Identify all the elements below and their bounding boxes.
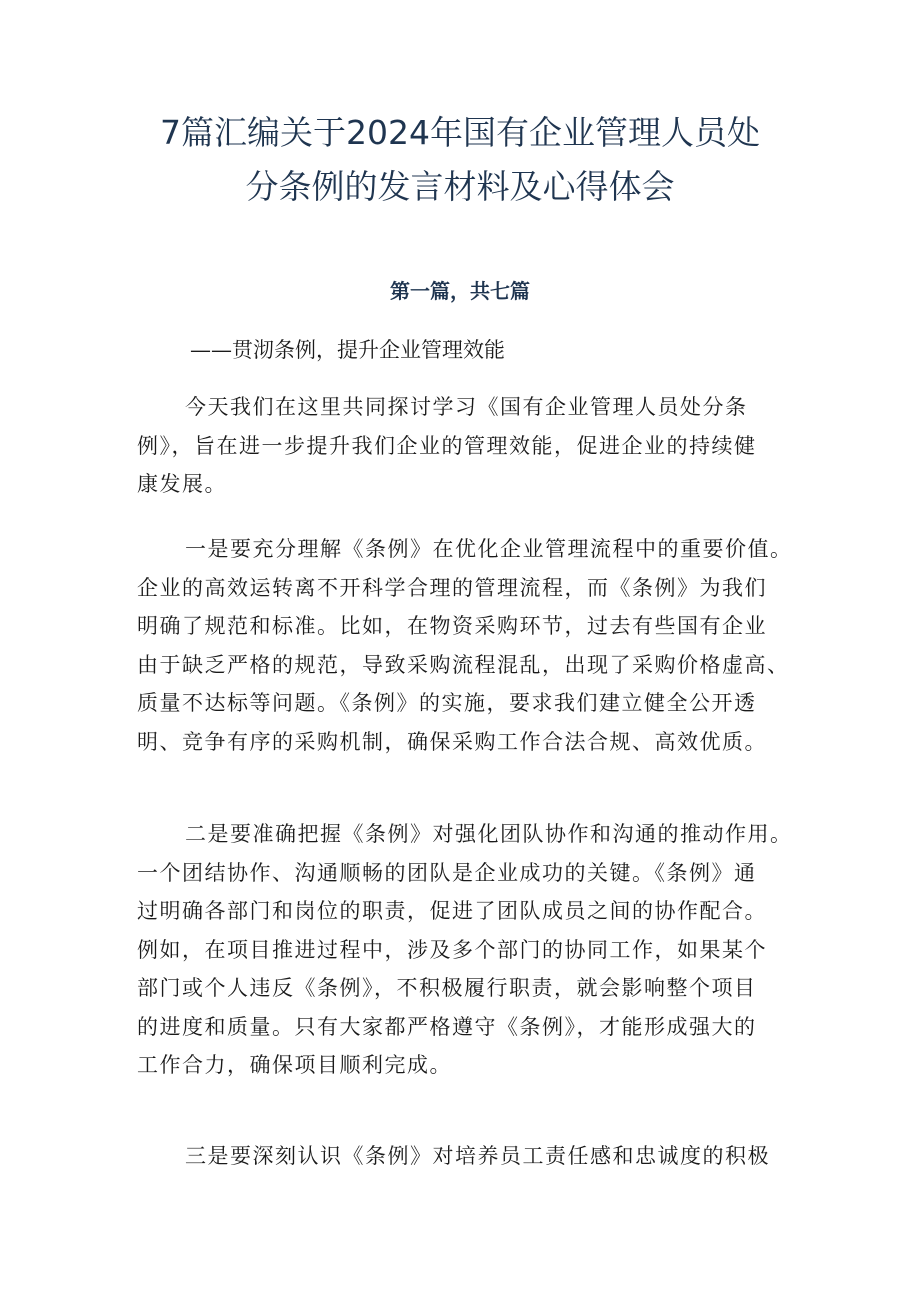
paragraph-line: 明、竞争有序的采购机制，确保采购工作合法合规、高效优质。: [137, 729, 767, 754]
section-heading: 第一篇，共七篇: [390, 279, 530, 303]
paragraph-line: 部门或个人违反《条例》，不积极履行职责，就会影响整个项目: [137, 976, 757, 1000]
paragraph-point-two: [137, 815, 797, 1085]
paragraph-line: 例如，在项目推进过程中，涉及多个部门的协同工作，如果某个: [137, 937, 767, 962]
paragraph-line: 由于缺乏严格的规范，导致采购流程混乱，出现了采购价格虚高、: [137, 652, 790, 677]
paragraph-line: 工作合力，确保项目顺利完成。: [137, 1053, 452, 1077]
title-line-1: 7篇汇编关于2024年国有企业管理人员处: [160, 113, 760, 152]
paragraph-line: 质量不达标等问题。《条例》的实施，要求我们建立健全公开透: [137, 691, 757, 715]
paragraph-line: 三是要深刻认识《条例》对培养员工责任感和忠诚度的积极: [185, 1144, 770, 1168]
paragraph-point-one: [137, 530, 797, 761]
paragraph-line: 明确了规范和标准。比如，在物资采购环节，过去有些国有企业: [137, 614, 767, 638]
paragraph-line: 一个团结协作、沟通顺畅的团队是企业成功的关键。《条例》通: [137, 860, 757, 885]
title-line-2: 分条例的发言材料及心得体会: [245, 167, 675, 206]
paragraph-line: 康发展。: [137, 472, 227, 496]
paragraph-line: 企业的高效运转离不开科学合理的管理流程，而《条例》为我们: [137, 575, 767, 600]
paragraph-line: 二是要准确把握《条例》对强化团队协作和沟通的推动作用。: [185, 822, 793, 846]
subtitle: ——贯沏条例，提升企业管理效能: [190, 338, 505, 362]
paragraph-line: 一是要充分理解《条例》在优化企业管理流程中的重要价值。: [185, 537, 793, 561]
paragraph-intro: [137, 388, 797, 504]
paragraph-line: 过明确各部门和岗位的职责，促进了团队成员之间的协作配合。: [137, 899, 767, 923]
paragraph-line: 的进度和质量。只有大家都严格遵守《条例》，才能形成强大的: [137, 1014, 757, 1039]
paragraph-point-three: [137, 1137, 797, 1176]
paragraph-line: 例》，旨在进一步提升我们企业的管理效能，促进企业的持续健: [137, 433, 757, 458]
document-title: [120, 106, 800, 214]
paragraph-line: 今天我们在这里共同探讨学习《国有企业管理人员处分条: [185, 395, 748, 419]
